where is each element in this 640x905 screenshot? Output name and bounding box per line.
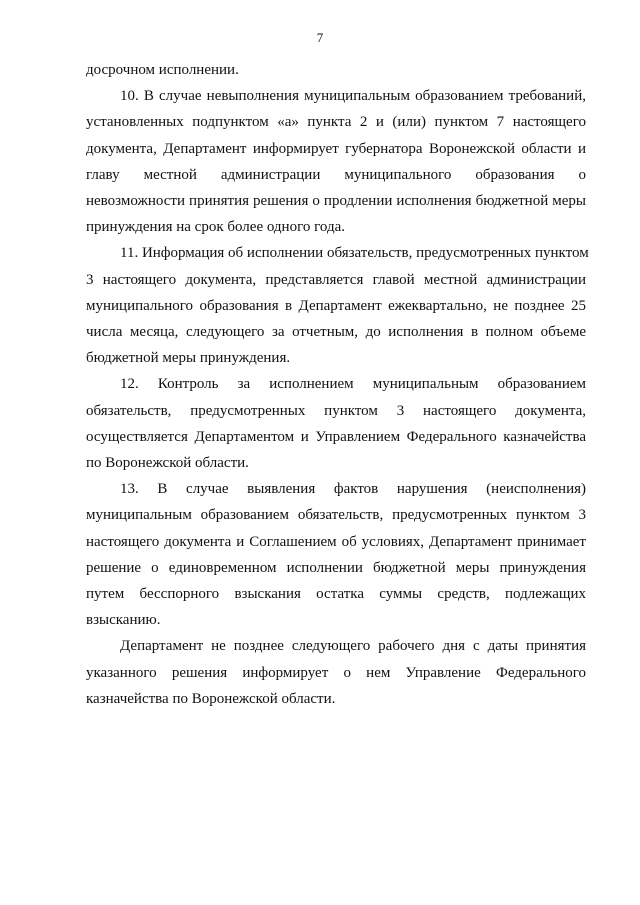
text-line: бюджетной меры принуждения.	[86, 350, 291, 367]
text-line: документа, Департамент информирует губернатора Воронежской области и	[86, 140, 586, 157]
text-line: принуждения на срок более одного года.	[86, 219, 345, 236]
text-line: 12. Контроль за исполнением муниципальным образованием	[120, 376, 586, 393]
text-line: по Воронежской области.	[86, 455, 249, 472]
text-line: числа месяца, следующего за отчетным, до исполнения в полном объеме	[86, 324, 586, 341]
paragraph-continuation	[86, 57, 586, 83]
text-line: осуществляется Департаментом и Управлением Федерального казначейства	[86, 428, 586, 445]
text-line: взысканию.	[86, 612, 161, 629]
text-line: Департамент не позднее следующего рабочего дня с даты принятия	[120, 638, 586, 655]
document-body	[86, 57, 589, 712]
paragraph-13	[86, 476, 586, 633]
text-line: досрочном исполнении.	[86, 62, 239, 78]
text-line: 11. Информация об исполнении обязательств, предусмотренных пунктом	[120, 245, 589, 262]
paragraph-10	[86, 83, 586, 240]
paragraph-12	[86, 371, 586, 476]
page-number: 7	[316, 30, 324, 45]
text-line: настоящего документа и Соглашением об условиях, Департамент принимает	[86, 533, 586, 550]
paragraph-14	[86, 633, 586, 712]
text-line: указанного решения информирует о нем Управление Федерального	[86, 664, 586, 681]
text-line: решение о единовременном исполнении бюджетной меры принуждения	[86, 559, 586, 576]
text-line: главу местной администрации муниципального образования о	[86, 166, 586, 183]
text-line: обязательств, предусмотренных пунктом 3 настоящего документа,	[86, 402, 586, 419]
paragraph-11	[86, 240, 589, 371]
text-line: установленных подпунктом «а» пункта 2 и (или) пунктом 7 настоящего	[86, 114, 586, 131]
text-line: муниципального образования в Департамент ежеквартально, не позднее 25	[86, 297, 586, 314]
text-line: путем бесспорного взыскания остатка суммы средств, подлежащих	[86, 586, 586, 603]
text-line: 10. В случае невыполнения муниципальным образованием требований,	[120, 88, 586, 105]
text-line: казначейства по Воронежской области.	[86, 690, 336, 707]
text-line: 3 настоящего документа, представляется главой местной администрации	[86, 271, 586, 288]
text-line: муниципальным образованием обязательств, предусмотренных пунктом 3	[86, 507, 586, 524]
text-line: невозможности принятия решения о продлении исполнения бюджетной меры	[86, 193, 586, 210]
text-line: 13. В случае выявления фактов нарушения (неисполнения)	[120, 481, 586, 498]
